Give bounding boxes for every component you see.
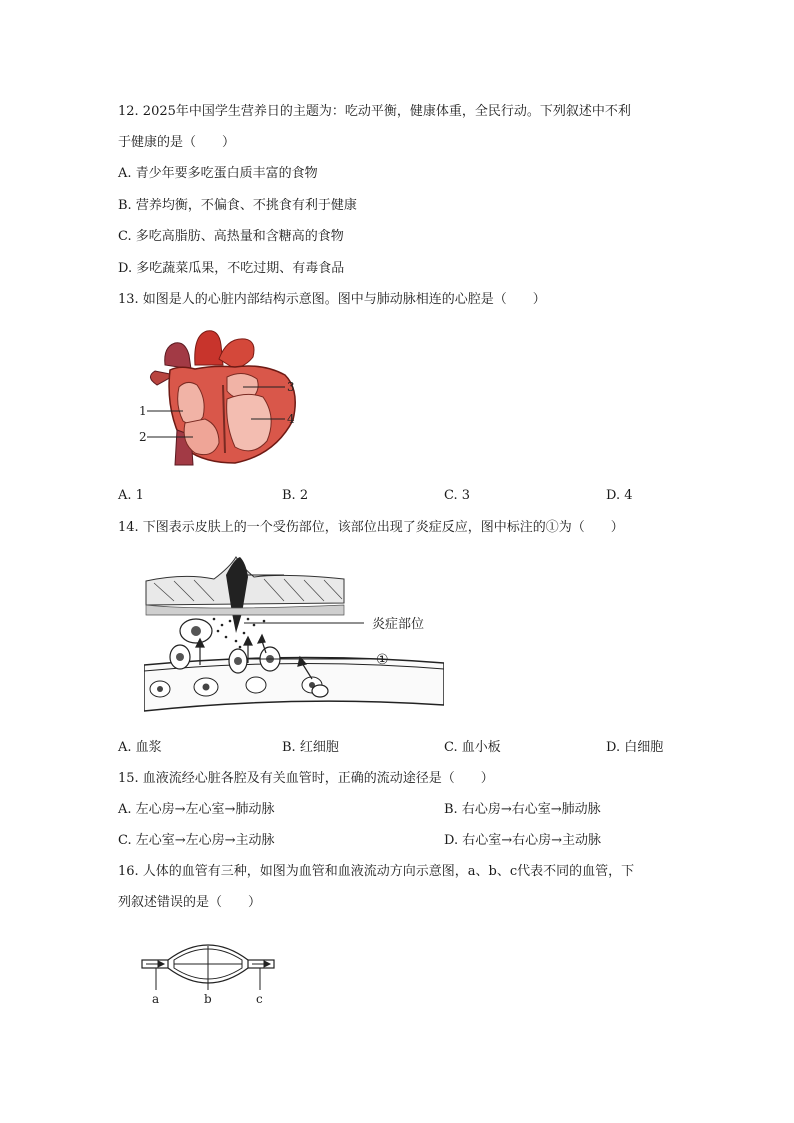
- q12-stem-line2: 于健康的是（ ）: [118, 135, 236, 150]
- q12-option-a: A. 青少年要多吃蛋白质丰富的食物: [118, 166, 318, 181]
- vessel-label-c: c: [256, 992, 263, 1006]
- q14-option-b: B. 红细胞: [282, 740, 339, 755]
- q15-option-c: C. 左心室→左心房→主动脉: [118, 833, 275, 848]
- q13-stem: 13. 如图是人的心脏内部结构示意图。图中与肺动脉相连的心腔是（ ）: [118, 292, 546, 307]
- q15-option-b: B. 右心房→右心室→肺动脉: [444, 802, 601, 817]
- q15-option-a: A. 左心房→左心室→肺动脉: [118, 802, 275, 817]
- q14-stem: 14. 下图表示皮肤上的一个受伤部位，该部位出现了炎症反应，图中标注的①为（ ）: [118, 520, 624, 535]
- heart-label-4: 4: [287, 412, 295, 426]
- heart-label-1: 1: [139, 404, 147, 418]
- heart-label-2: 2: [139, 430, 147, 444]
- blood-vessel-figure: [138, 930, 278, 1008]
- q14-option-a: A. 血浆: [118, 740, 162, 755]
- q15-option-d: D. 右心室→右心房→主动脉: [444, 833, 602, 848]
- q12-stem-line1: 12. 2025年中国学生营养日的主题为：吃动平衡，健康体重，全民行动。下列叙述中不利: [118, 104, 631, 119]
- q16-stem-line2: 列叙述错误的是（ ）: [118, 895, 262, 910]
- vessel-label-a: a: [152, 992, 160, 1006]
- heart-figure: [135, 325, 310, 470]
- inflammation-figure: [144, 553, 444, 715]
- q13-option-d: D. 4: [606, 488, 633, 503]
- q14-option-d: D. 白细胞: [606, 740, 664, 755]
- q16-stem-line1: 16. 人体的血管有三种，如图为血管和血液流动方向示意图，a、b、c代表不同的血管，下: [118, 864, 635, 879]
- q13-option-a: A. 1: [118, 488, 144, 503]
- q15-stem: 15. 血液流经心脏各腔及有关血管时，正确的流动途径是（ ）: [118, 771, 494, 786]
- inflammation-label: 炎症部位: [372, 617, 425, 632]
- vessel-label-b: b: [204, 992, 212, 1006]
- q12-option-b: B. 营养均衡，不偏食、不挑食有利于健康: [118, 198, 357, 213]
- q13-option-c: C. 3: [444, 488, 471, 503]
- marker-label-1: ①: [376, 652, 389, 668]
- q12-option-c: C. 多吃高脂肪、高热量和含糖高的食物: [118, 229, 344, 244]
- q14-option-c: C. 血小板: [444, 740, 501, 755]
- q13-option-b: B. 2: [282, 488, 309, 503]
- q12-option-d: D. 多吃蔬菜瓜果，不吃过期、有毒食品: [118, 261, 345, 276]
- heart-label-3: 3: [287, 380, 295, 394]
